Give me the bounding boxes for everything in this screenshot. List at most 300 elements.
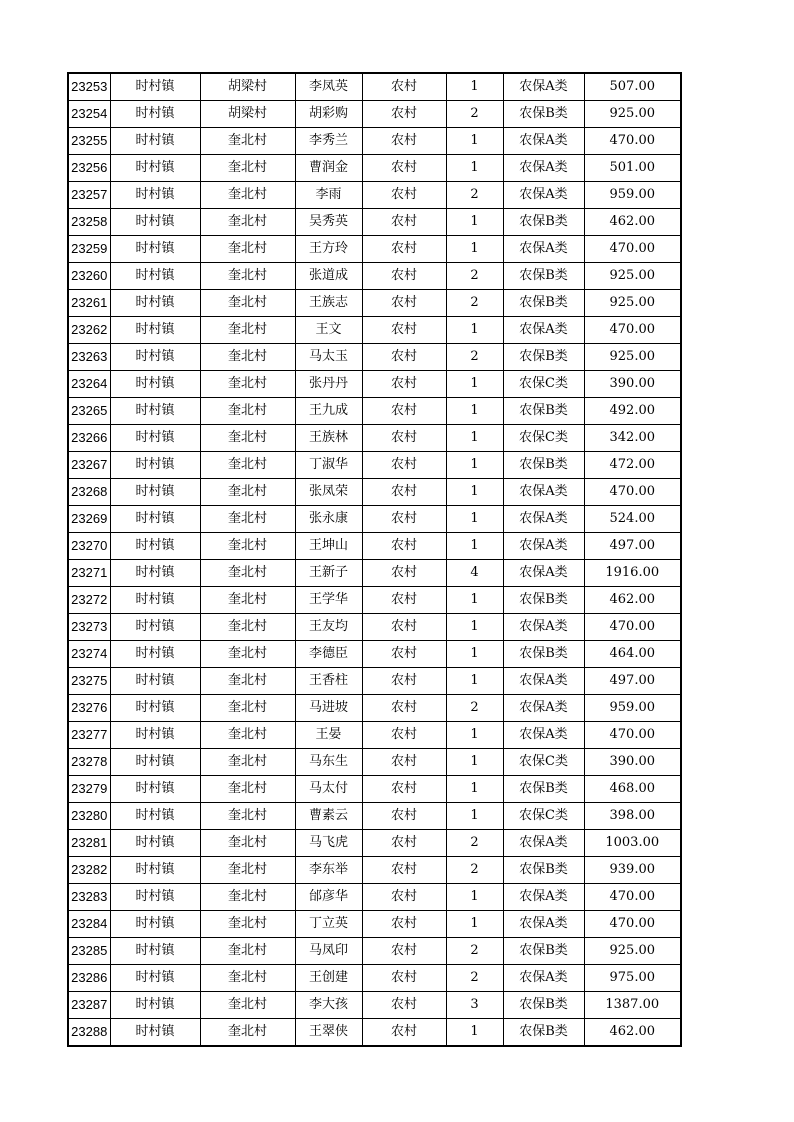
- area-type-cell: 农村: [362, 587, 446, 614]
- village-cell: 奎北村: [200, 992, 295, 1019]
- person-name-cell: 王坤山: [295, 533, 362, 560]
- town-cell: 时村镇: [110, 155, 200, 182]
- village-cell: 奎北村: [200, 263, 295, 290]
- person-name-cell: 曹素云: [295, 803, 362, 830]
- member-count-cell: 1: [446, 884, 503, 911]
- amount-cell: 501.00: [584, 155, 681, 182]
- town-cell: 时村镇: [110, 533, 200, 560]
- insurance-category-cell: 农保B类: [503, 209, 584, 236]
- village-cell: 奎北村: [200, 776, 295, 803]
- village-cell: 胡梁村: [200, 101, 295, 128]
- member-count-cell: 1: [446, 614, 503, 641]
- area-type-cell: 农村: [362, 938, 446, 965]
- village-cell: 奎北村: [200, 614, 295, 641]
- record-id-cell: 23259: [68, 236, 110, 263]
- area-type-cell: 农村: [362, 992, 446, 1019]
- record-id-cell: 23257: [68, 182, 110, 209]
- village-cell: 奎北村: [200, 128, 295, 155]
- table-row: [68, 965, 681, 992]
- town-cell: 时村镇: [110, 290, 200, 317]
- area-type-cell: 农村: [362, 73, 446, 101]
- amount-cell: 464.00: [584, 641, 681, 668]
- town-cell: 时村镇: [110, 560, 200, 587]
- person-name-cell: 王族志: [295, 290, 362, 317]
- member-count-cell: 1: [446, 73, 503, 101]
- area-type-cell: 农村: [362, 1019, 446, 1047]
- area-type-cell: 农村: [362, 236, 446, 263]
- table-row: [68, 776, 681, 803]
- amount-cell: 524.00: [584, 506, 681, 533]
- village-cell: 奎北村: [200, 587, 295, 614]
- area-type-cell: 农村: [362, 857, 446, 884]
- area-type-cell: 农村: [362, 209, 446, 236]
- area-type-cell: 农村: [362, 560, 446, 587]
- village-cell: 奎北村: [200, 803, 295, 830]
- member-count-cell: 1: [446, 479, 503, 506]
- amount-cell: 390.00: [584, 371, 681, 398]
- village-cell: 奎北村: [200, 236, 295, 263]
- table-row: [68, 587, 681, 614]
- record-id-cell: 23271: [68, 560, 110, 587]
- record-id-cell: 23268: [68, 479, 110, 506]
- insurance-category-cell: 农保A类: [503, 128, 584, 155]
- table-row: [68, 830, 681, 857]
- insurance-category-cell: 农保A类: [503, 830, 584, 857]
- record-id-cell: 23253: [68, 73, 110, 101]
- town-cell: 时村镇: [110, 371, 200, 398]
- member-count-cell: 2: [446, 182, 503, 209]
- person-name-cell: 王创建: [295, 965, 362, 992]
- village-cell: 奎北村: [200, 506, 295, 533]
- table-row: [68, 992, 681, 1019]
- area-type-cell: 农村: [362, 344, 446, 371]
- table-row: [68, 938, 681, 965]
- table-row: [68, 452, 681, 479]
- town-cell: 时村镇: [110, 722, 200, 749]
- table-row: [68, 101, 681, 128]
- table-row: [68, 479, 681, 506]
- person-name-cell: 马进坡: [295, 695, 362, 722]
- person-name-cell: 王九成: [295, 398, 362, 425]
- record-id-cell: 23255: [68, 128, 110, 155]
- record-id-cell: 23265: [68, 398, 110, 425]
- insurance-category-cell: 农保C类: [503, 425, 584, 452]
- person-name-cell: 王族林: [295, 425, 362, 452]
- area-type-cell: 农村: [362, 452, 446, 479]
- record-id-cell: 23287: [68, 992, 110, 1019]
- amount-cell: 492.00: [584, 398, 681, 425]
- member-count-cell: 1: [446, 506, 503, 533]
- person-name-cell: 马太付: [295, 776, 362, 803]
- town-cell: 时村镇: [110, 209, 200, 236]
- person-name-cell: 王新子: [295, 560, 362, 587]
- record-id-cell: 23264: [68, 371, 110, 398]
- village-cell: 奎北村: [200, 641, 295, 668]
- insurance-category-cell: 农保A类: [503, 911, 584, 938]
- table-row: [68, 506, 681, 533]
- table-row: [68, 371, 681, 398]
- person-name-cell: 李东举: [295, 857, 362, 884]
- area-type-cell: 农村: [362, 722, 446, 749]
- insurance-category-cell: 农保A类: [503, 965, 584, 992]
- member-count-cell: 1: [446, 641, 503, 668]
- insurance-category-cell: 农保B类: [503, 398, 584, 425]
- record-id-cell: 23263: [68, 344, 110, 371]
- person-name-cell: 马飞虎: [295, 830, 362, 857]
- amount-cell: 398.00: [584, 803, 681, 830]
- person-name-cell: 王方玲: [295, 236, 362, 263]
- village-cell: 奎北村: [200, 182, 295, 209]
- insurance-category-cell: 农保B类: [503, 641, 584, 668]
- member-count-cell: 1: [446, 236, 503, 263]
- record-id-cell: 23285: [68, 938, 110, 965]
- area-type-cell: 农村: [362, 479, 446, 506]
- town-cell: 时村镇: [110, 128, 200, 155]
- area-type-cell: 农村: [362, 776, 446, 803]
- member-count-cell: 1: [446, 317, 503, 344]
- table-row: [68, 533, 681, 560]
- member-count-cell: 1: [446, 803, 503, 830]
- insurance-category-cell: 农保B类: [503, 344, 584, 371]
- person-name-cell: 张道成: [295, 263, 362, 290]
- village-cell: 奎北村: [200, 425, 295, 452]
- insurance-category-cell: 农保A类: [503, 533, 584, 560]
- table-row: [68, 182, 681, 209]
- insurance-category-cell: 农保C类: [503, 749, 584, 776]
- person-name-cell: 王学华: [295, 587, 362, 614]
- person-name-cell: 王香柱: [295, 668, 362, 695]
- amount-cell: 390.00: [584, 749, 681, 776]
- person-name-cell: 李大孩: [295, 992, 362, 1019]
- table-row: [68, 641, 681, 668]
- member-count-cell: 1: [446, 371, 503, 398]
- amount-cell: 470.00: [584, 236, 681, 263]
- insurance-category-cell: 农保C类: [503, 371, 584, 398]
- area-type-cell: 农村: [362, 101, 446, 128]
- amount-cell: 1387.00: [584, 992, 681, 1019]
- amount-cell: 462.00: [584, 1019, 681, 1047]
- person-name-cell: 吴秀英: [295, 209, 362, 236]
- insurance-category-cell: 农保A类: [503, 479, 584, 506]
- amount-cell: 472.00: [584, 452, 681, 479]
- person-name-cell: 李雨: [295, 182, 362, 209]
- village-cell: 奎北村: [200, 290, 295, 317]
- amount-cell: 925.00: [584, 290, 681, 317]
- person-name-cell: 王翠侠: [295, 1019, 362, 1047]
- area-type-cell: 农村: [362, 425, 446, 452]
- record-id-cell: 23273: [68, 614, 110, 641]
- insurance-category-cell: 农保A类: [503, 614, 584, 641]
- town-cell: 时村镇: [110, 830, 200, 857]
- village-cell: 奎北村: [200, 722, 295, 749]
- area-type-cell: 农村: [362, 965, 446, 992]
- amount-cell: 470.00: [584, 317, 681, 344]
- town-cell: 时村镇: [110, 641, 200, 668]
- member-count-cell: 1: [446, 398, 503, 425]
- table-row: [68, 344, 681, 371]
- area-type-cell: 农村: [362, 695, 446, 722]
- member-count-cell: 1: [446, 668, 503, 695]
- town-cell: 时村镇: [110, 101, 200, 128]
- person-name-cell: 马太玉: [295, 344, 362, 371]
- records-table: [67, 72, 682, 1047]
- town-cell: 时村镇: [110, 803, 200, 830]
- village-cell: 奎北村: [200, 749, 295, 776]
- person-name-cell: 李德臣: [295, 641, 362, 668]
- record-id-cell: 23276: [68, 695, 110, 722]
- member-count-cell: 1: [446, 209, 503, 236]
- record-id-cell: 23269: [68, 506, 110, 533]
- insurance-category-cell: 农保A类: [503, 695, 584, 722]
- table-row: [68, 884, 681, 911]
- record-id-cell: 23283: [68, 884, 110, 911]
- person-name-cell: 李凤英: [295, 73, 362, 101]
- town-cell: 时村镇: [110, 776, 200, 803]
- person-name-cell: 马凤印: [295, 938, 362, 965]
- town-cell: 时村镇: [110, 992, 200, 1019]
- town-cell: 时村镇: [110, 398, 200, 425]
- village-cell: 奎北村: [200, 452, 295, 479]
- record-id-cell: 23267: [68, 452, 110, 479]
- record-id-cell: 23254: [68, 101, 110, 128]
- person-name-cell: 马东生: [295, 749, 362, 776]
- amount-cell: 462.00: [584, 209, 681, 236]
- record-id-cell: 23260: [68, 263, 110, 290]
- amount-cell: 959.00: [584, 182, 681, 209]
- member-count-cell: 4: [446, 560, 503, 587]
- amount-cell: 470.00: [584, 128, 681, 155]
- area-type-cell: 农村: [362, 641, 446, 668]
- area-type-cell: 农村: [362, 398, 446, 425]
- member-count-cell: 1: [446, 749, 503, 776]
- area-type-cell: 农村: [362, 506, 446, 533]
- member-count-cell: 1: [446, 587, 503, 614]
- table-row: [68, 209, 681, 236]
- village-cell: 奎北村: [200, 371, 295, 398]
- town-cell: 时村镇: [110, 749, 200, 776]
- person-name-cell: 邰彦华: [295, 884, 362, 911]
- table-row: [68, 803, 681, 830]
- member-count-cell: 1: [446, 1019, 503, 1047]
- record-id-cell: 23278: [68, 749, 110, 776]
- area-type-cell: 农村: [362, 614, 446, 641]
- member-count-cell: 2: [446, 101, 503, 128]
- member-count-cell: 3: [446, 992, 503, 1019]
- insurance-category-cell: 农保A类: [503, 73, 584, 101]
- insurance-category-cell: 农保A类: [503, 668, 584, 695]
- insurance-category-cell: 农保B类: [503, 776, 584, 803]
- insurance-category-cell: 农保A类: [503, 560, 584, 587]
- village-cell: 奎北村: [200, 830, 295, 857]
- village-cell: 奎北村: [200, 884, 295, 911]
- record-id-cell: 23277: [68, 722, 110, 749]
- insurance-category-cell: 农保C类: [503, 803, 584, 830]
- amount-cell: 925.00: [584, 263, 681, 290]
- area-type-cell: 农村: [362, 182, 446, 209]
- town-cell: 时村镇: [110, 263, 200, 290]
- village-cell: 奎北村: [200, 560, 295, 587]
- amount-cell: 925.00: [584, 101, 681, 128]
- amount-cell: 470.00: [584, 722, 681, 749]
- insurance-category-cell: 农保B类: [503, 992, 584, 1019]
- table-row: [68, 614, 681, 641]
- town-cell: 时村镇: [110, 857, 200, 884]
- table-row: [68, 668, 681, 695]
- person-name-cell: 曹润金: [295, 155, 362, 182]
- amount-cell: 470.00: [584, 479, 681, 506]
- record-id-cell: 23256: [68, 155, 110, 182]
- table-row: [68, 290, 681, 317]
- record-id-cell: 23266: [68, 425, 110, 452]
- amount-cell: 497.00: [584, 668, 681, 695]
- village-cell: 奎北村: [200, 398, 295, 425]
- insurance-category-cell: 农保A类: [503, 317, 584, 344]
- area-type-cell: 农村: [362, 533, 446, 560]
- record-id-cell: 23279: [68, 776, 110, 803]
- table-row: [68, 857, 681, 884]
- insurance-category-cell: 农保B类: [503, 290, 584, 317]
- record-id-cell: 23284: [68, 911, 110, 938]
- amount-cell: 925.00: [584, 344, 681, 371]
- table-row: [68, 722, 681, 749]
- member-count-cell: 2: [446, 290, 503, 317]
- record-id-cell: 23274: [68, 641, 110, 668]
- table-body: [68, 73, 681, 1046]
- insurance-category-cell: 农保B类: [503, 452, 584, 479]
- town-cell: 时村镇: [110, 344, 200, 371]
- village-cell: 奎北村: [200, 911, 295, 938]
- person-name-cell: 王晏: [295, 722, 362, 749]
- village-cell: 奎北村: [200, 965, 295, 992]
- insurance-category-cell: 农保A类: [503, 722, 584, 749]
- record-id-cell: 23270: [68, 533, 110, 560]
- area-type-cell: 农村: [362, 668, 446, 695]
- insurance-category-cell: 农保A类: [503, 182, 584, 209]
- table-row: [68, 155, 681, 182]
- person-name-cell: 李秀兰: [295, 128, 362, 155]
- town-cell: 时村镇: [110, 452, 200, 479]
- table-row: [68, 317, 681, 344]
- insurance-category-cell: 农保A类: [503, 155, 584, 182]
- person-name-cell: 王文: [295, 317, 362, 344]
- table-row: [68, 1019, 681, 1047]
- member-count-cell: 1: [446, 776, 503, 803]
- town-cell: 时村镇: [110, 614, 200, 641]
- amount-cell: 925.00: [584, 938, 681, 965]
- person-name-cell: 张永康: [295, 506, 362, 533]
- person-name-cell: 胡彩购: [295, 101, 362, 128]
- member-count-cell: 1: [446, 425, 503, 452]
- member-count-cell: 2: [446, 938, 503, 965]
- town-cell: 时村镇: [110, 938, 200, 965]
- member-count-cell: 1: [446, 911, 503, 938]
- insurance-category-cell: 农保A类: [503, 884, 584, 911]
- insurance-category-cell: 农保B类: [503, 101, 584, 128]
- area-type-cell: 农村: [362, 749, 446, 776]
- insurance-category-cell: 农保B类: [503, 587, 584, 614]
- member-count-cell: 2: [446, 263, 503, 290]
- village-cell: 奎北村: [200, 1019, 295, 1047]
- town-cell: 时村镇: [110, 317, 200, 344]
- village-cell: 奎北村: [200, 695, 295, 722]
- person-name-cell: 丁立英: [295, 911, 362, 938]
- member-count-cell: 1: [446, 533, 503, 560]
- insurance-category-cell: 农保B类: [503, 857, 584, 884]
- insurance-category-cell: 农保B类: [503, 1019, 584, 1047]
- area-type-cell: 农村: [362, 128, 446, 155]
- amount-cell: 507.00: [584, 73, 681, 101]
- table-row: [68, 263, 681, 290]
- town-cell: 时村镇: [110, 479, 200, 506]
- person-name-cell: 丁淑华: [295, 452, 362, 479]
- table-row: [68, 695, 681, 722]
- village-cell: 胡梁村: [200, 73, 295, 101]
- amount-cell: 462.00: [584, 587, 681, 614]
- village-cell: 奎北村: [200, 533, 295, 560]
- record-id-cell: 23261: [68, 290, 110, 317]
- amount-cell: 470.00: [584, 884, 681, 911]
- village-cell: 奎北村: [200, 344, 295, 371]
- member-count-cell: 1: [446, 128, 503, 155]
- record-id-cell: 23280: [68, 803, 110, 830]
- town-cell: 时村镇: [110, 73, 200, 101]
- person-name-cell: 张凤荣: [295, 479, 362, 506]
- town-cell: 时村镇: [110, 236, 200, 263]
- area-type-cell: 农村: [362, 317, 446, 344]
- town-cell: 时村镇: [110, 965, 200, 992]
- town-cell: 时村镇: [110, 1019, 200, 1047]
- area-type-cell: 农村: [362, 803, 446, 830]
- village-cell: 奎北村: [200, 938, 295, 965]
- member-count-cell: 2: [446, 830, 503, 857]
- insurance-category-cell: 农保B类: [503, 938, 584, 965]
- amount-cell: 470.00: [584, 911, 681, 938]
- record-id-cell: 23282: [68, 857, 110, 884]
- village-cell: 奎北村: [200, 317, 295, 344]
- area-type-cell: 农村: [362, 290, 446, 317]
- village-cell: 奎北村: [200, 479, 295, 506]
- town-cell: 时村镇: [110, 911, 200, 938]
- area-type-cell: 农村: [362, 911, 446, 938]
- town-cell: 时村镇: [110, 425, 200, 452]
- insurance-category-cell: 农保A类: [503, 236, 584, 263]
- amount-cell: 497.00: [584, 533, 681, 560]
- member-count-cell: 2: [446, 965, 503, 992]
- record-id-cell: 23281: [68, 830, 110, 857]
- village-cell: 奎北村: [200, 668, 295, 695]
- record-id-cell: 23258: [68, 209, 110, 236]
- table-row: [68, 425, 681, 452]
- village-cell: 奎北村: [200, 857, 295, 884]
- area-type-cell: 农村: [362, 155, 446, 182]
- table-row: [68, 911, 681, 938]
- amount-cell: 1916.00: [584, 560, 681, 587]
- amount-cell: 975.00: [584, 965, 681, 992]
- town-cell: 时村镇: [110, 587, 200, 614]
- town-cell: 时村镇: [110, 695, 200, 722]
- village-cell: 奎北村: [200, 155, 295, 182]
- town-cell: 时村镇: [110, 884, 200, 911]
- member-count-cell: 2: [446, 695, 503, 722]
- table-row: [68, 236, 681, 263]
- record-id-cell: 23275: [68, 668, 110, 695]
- town-cell: 时村镇: [110, 506, 200, 533]
- record-id-cell: 23262: [68, 317, 110, 344]
- person-name-cell: 王友均: [295, 614, 362, 641]
- town-cell: 时村镇: [110, 182, 200, 209]
- person-name-cell: 张丹丹: [295, 371, 362, 398]
- record-id-cell: 23272: [68, 587, 110, 614]
